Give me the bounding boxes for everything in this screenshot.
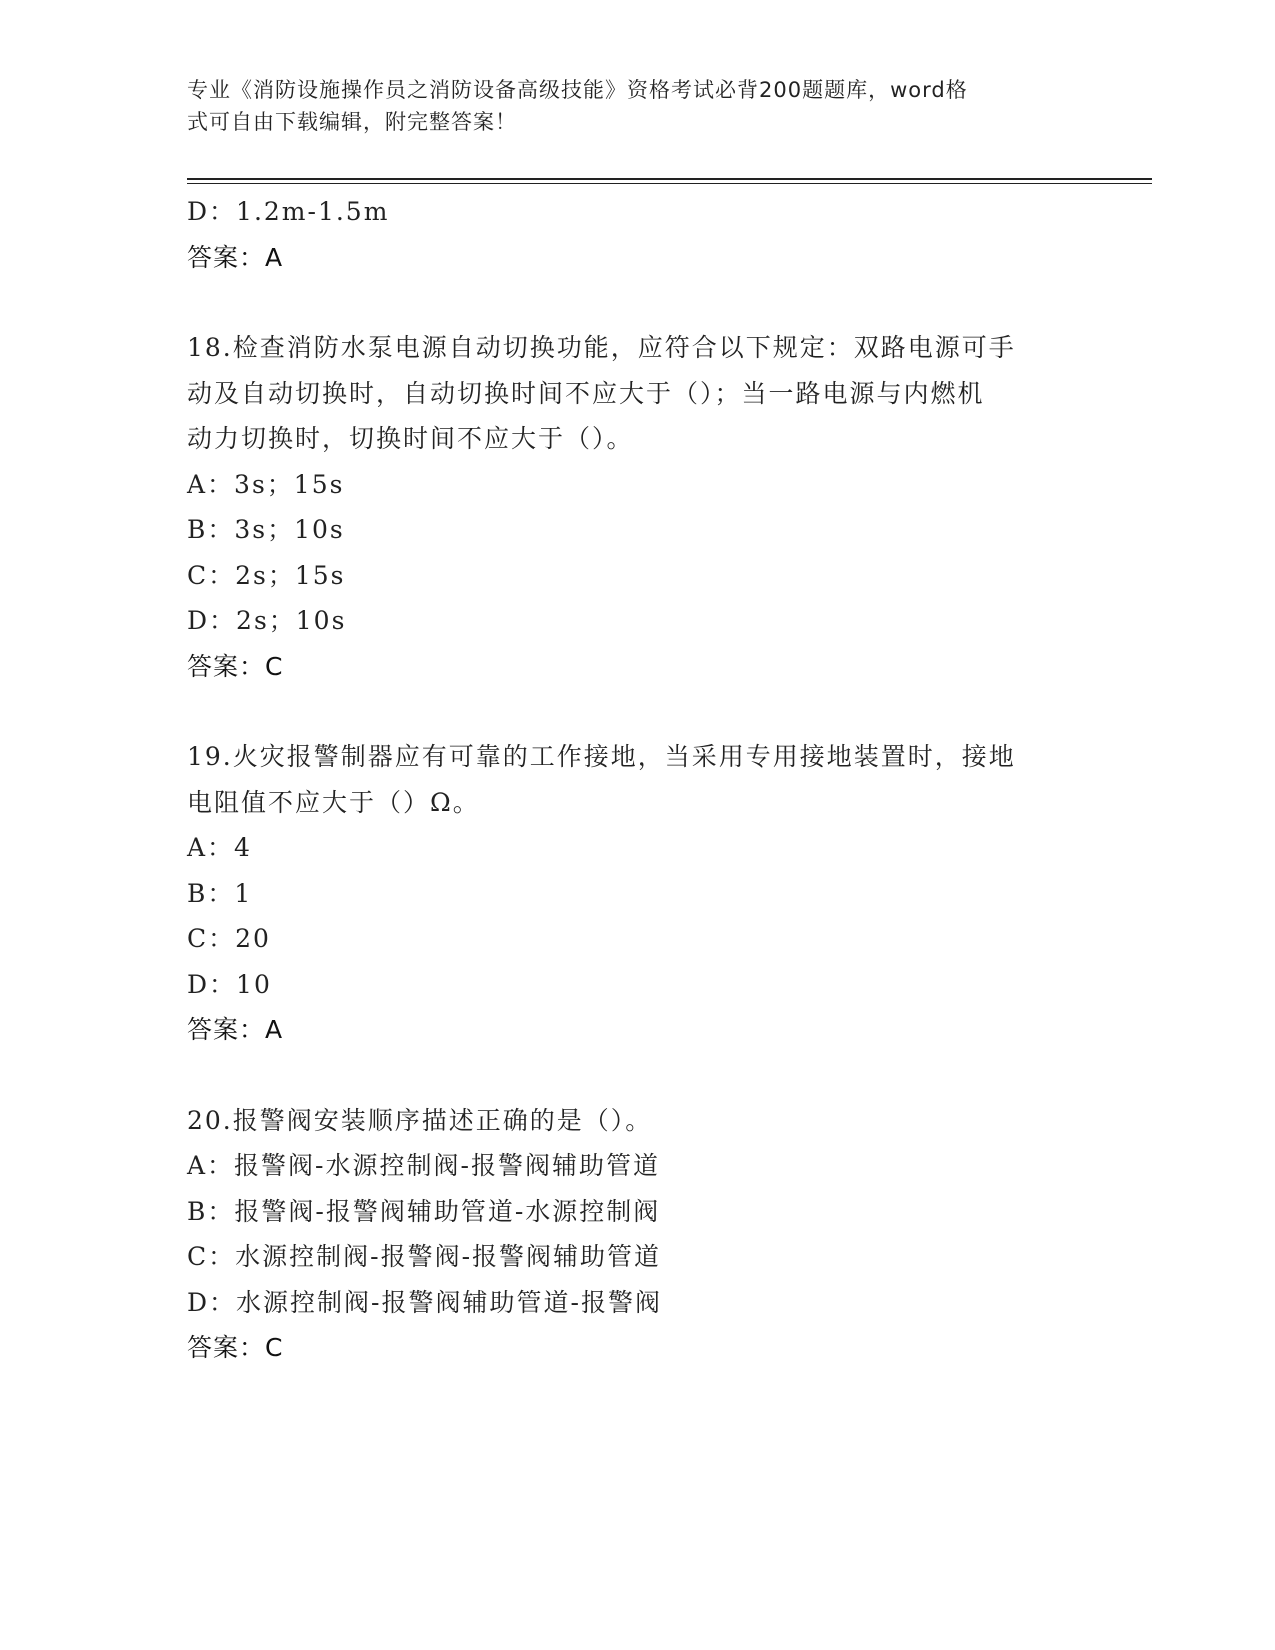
option-c: C：20 [187,924,271,953]
option-a: A：3s；15s [187,469,345,499]
option-d: D：2s；10s [187,606,347,635]
question-stem-line: 20.报警阀安装顺序描述正确的是（）。 [187,1105,653,1135]
question-stem-line: 电阻值不应大于（）Ω。 [187,787,480,817]
option-a: A：报警阀-水源控制阀-报警阀辅助管道 [187,1151,660,1180]
option-d: D：1.2m-1.5m [187,197,390,226]
header-divider-thin [187,183,1152,184]
header-line-2: 式可自由下载编辑，附完整答案！ [187,110,517,134]
question-stem-line: 18.检查消防水泵电源自动切换功能，应符合以下规定：双路电源可手 [187,333,1016,362]
option-c: C：水源控制阀-报警阀-报警阀辅助管道 [187,1242,662,1271]
answer-line: 答案：A [187,1015,284,1044]
option-c: C：2s；15s [187,560,346,590]
question-stem-line: 动及自动切换时，自动切换时间不应大于（）；当一路电源与内燃机 [187,378,985,408]
answer-line: 答案：C [187,651,284,681]
header-line-1: 专业《消防设施操作员之消防设备高级技能》资格考试必背200题题库，word格 [187,78,968,102]
answer-line: 答案：A [187,242,284,272]
question-stem-line: 动力切换时，切换时间不应大于（）。 [187,424,634,453]
question-list [187,189,1087,1371]
question-18 [187,325,1087,689]
option-a: A：4 [187,833,252,862]
question-19 [187,734,1087,1053]
header-divider-thick [187,178,1152,180]
answer-line: 答案：C [187,1333,284,1362]
option-b: B：1 [187,878,253,908]
previous-question-tail [187,189,1087,280]
document-header [187,74,1067,138]
option-d: D：水源控制阀-报警阀辅助管道-报警阀 [187,1287,662,1317]
option-b: B：报警阀-报警阀辅助管道-水源控制阀 [187,1196,661,1226]
question-stem-line: 19.火灾报警制器应有可靠的工作接地，当采用专用接地装置时，接地 [187,742,1016,771]
question-20 [187,1098,1087,1371]
option-d: D：10 [187,969,272,999]
option-b: B：3s；10s [187,515,345,544]
